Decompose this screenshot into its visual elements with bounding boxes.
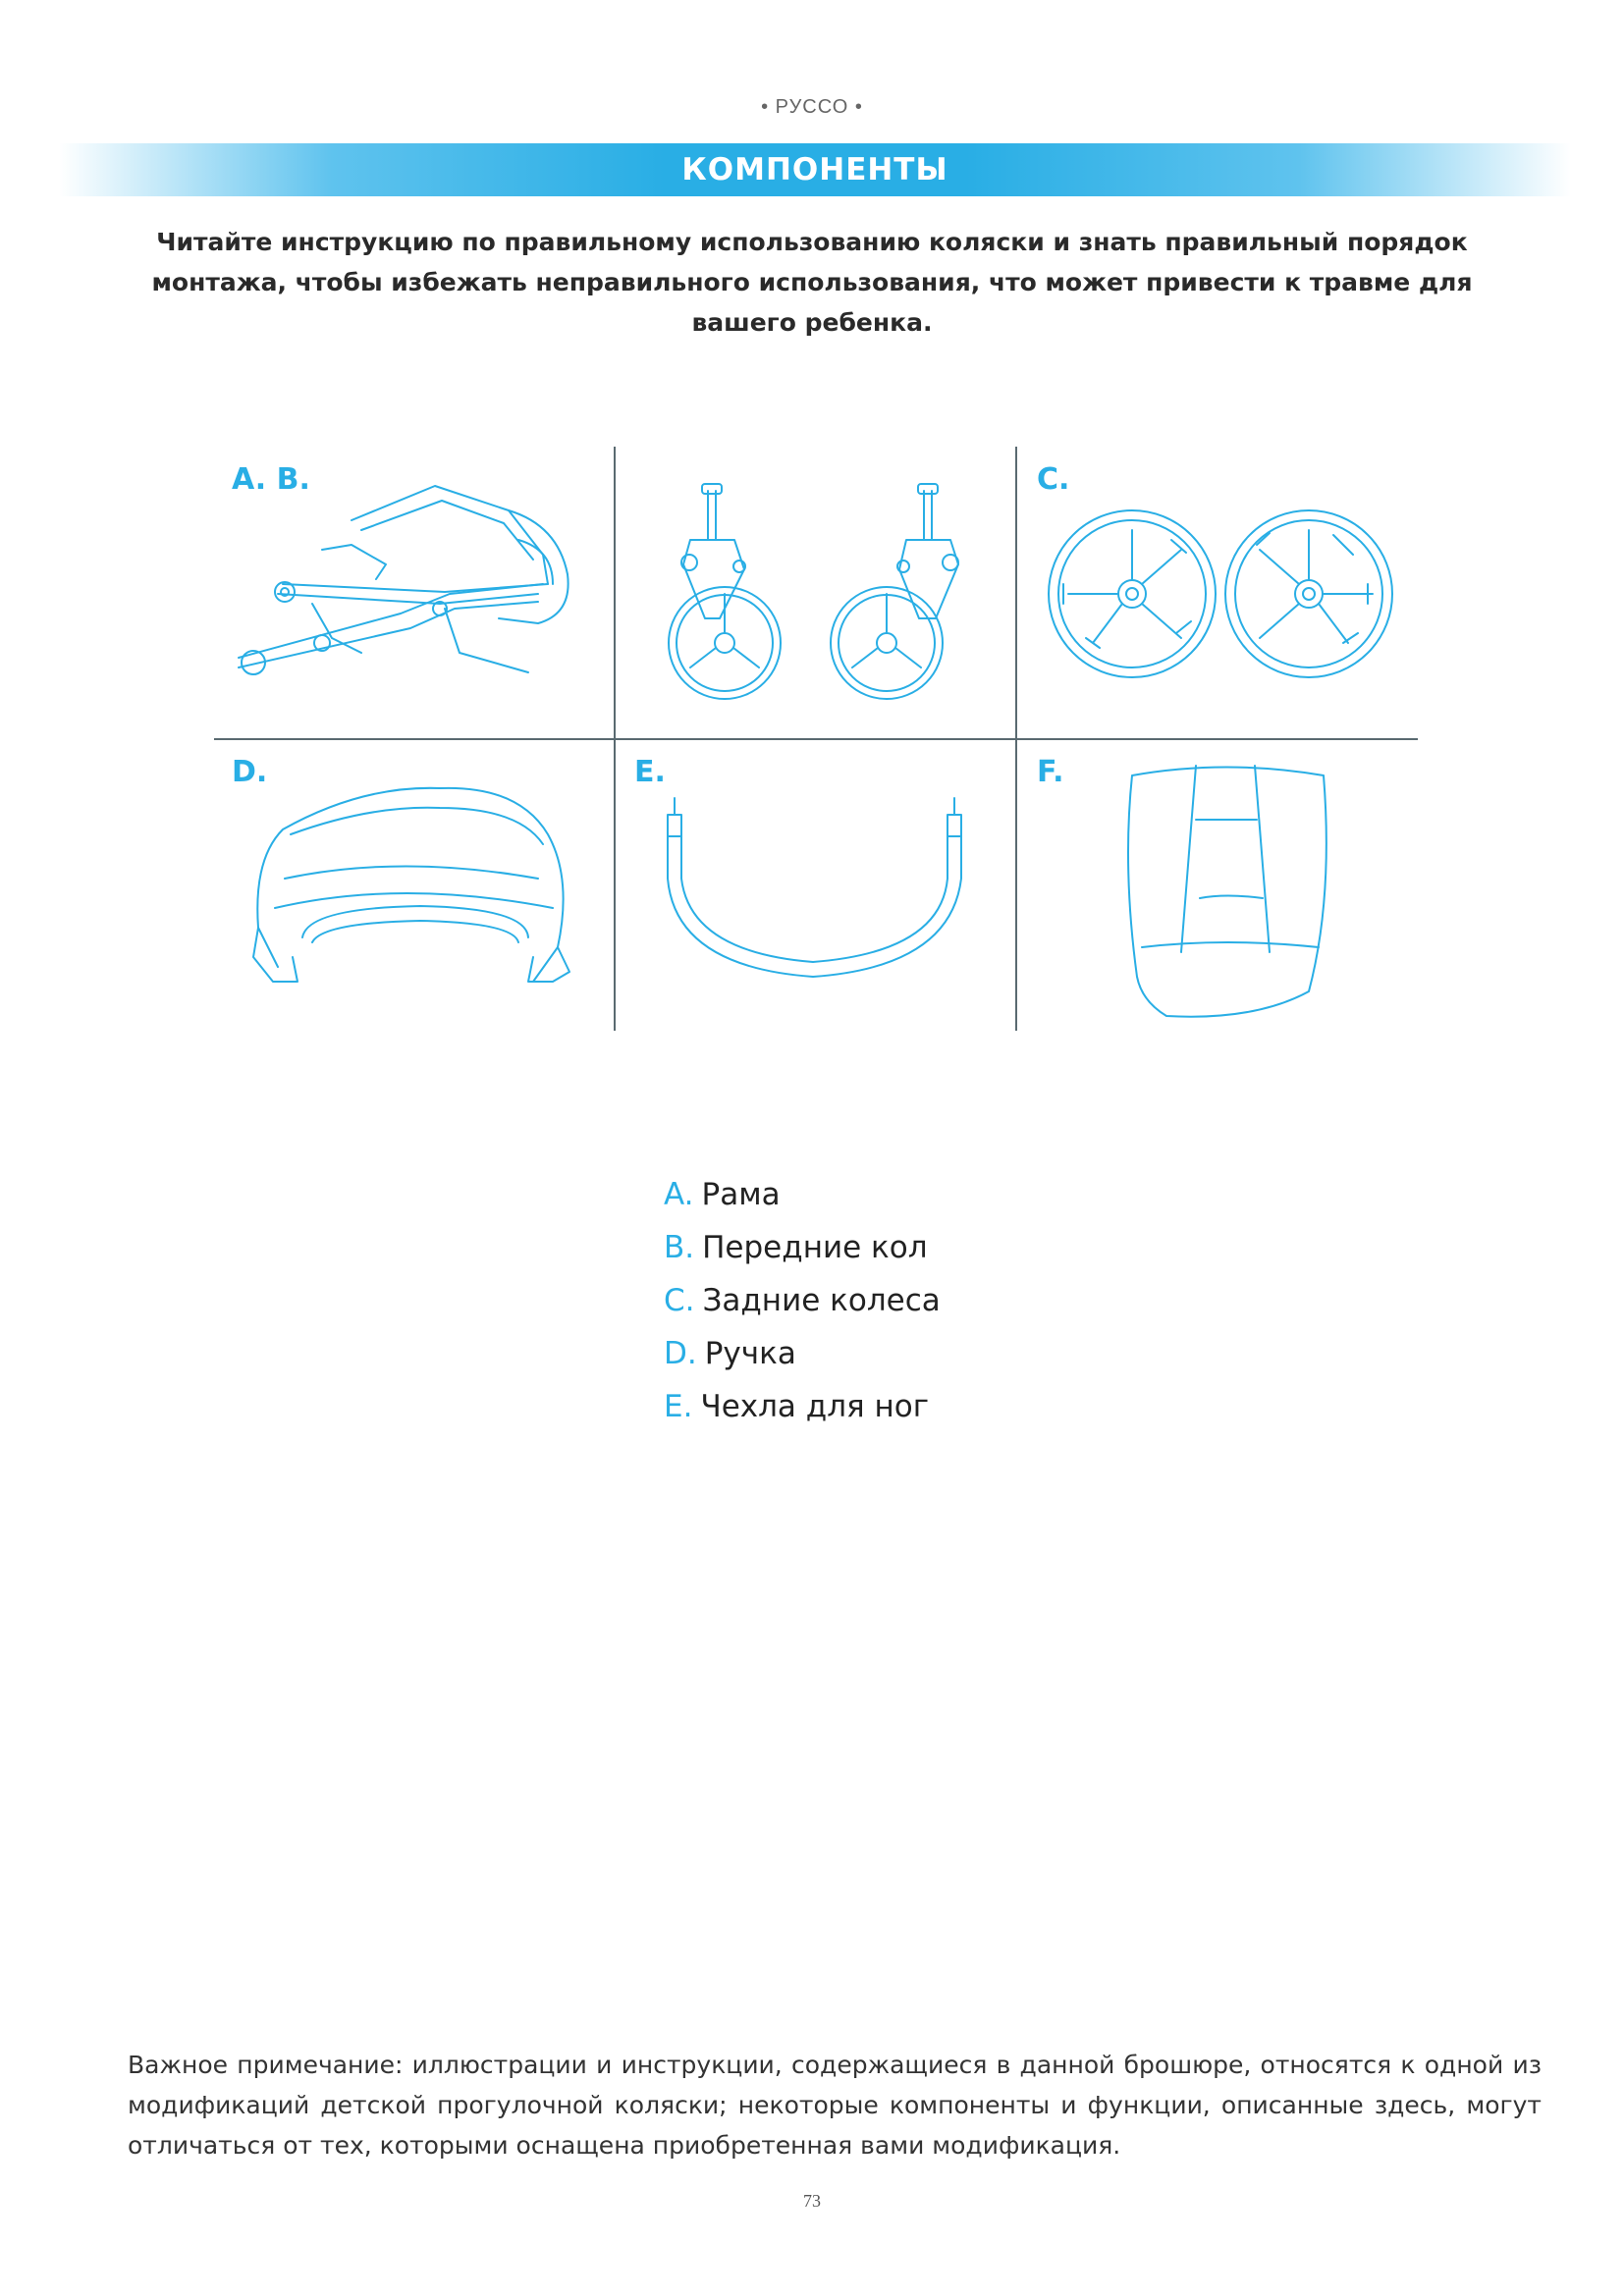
components-figure	[214, 447, 1418, 1031]
legend-letter: C.	[664, 1283, 695, 1318]
legend-text: Задние колеса	[702, 1283, 941, 1318]
footmuff-icon	[1128, 766, 1326, 1017]
front-wheels-icon	[669, 484, 958, 699]
components-legend	[664, 1168, 941, 1433]
legend-letter: A.	[664, 1177, 694, 1212]
legend-letter: E.	[664, 1389, 693, 1424]
section-banner	[59, 143, 1571, 196]
cell-label-e: E.	[634, 755, 666, 789]
legend-item	[664, 1380, 941, 1433]
legend-item	[664, 1327, 941, 1380]
cell-label-c: C.	[1037, 462, 1070, 497]
components-illustration	[214, 447, 1418, 1031]
section-title: КОМПОНЕНТЫ	[681, 152, 948, 187]
intro-text: Читайте инструкцию по правильному использованию коляски и знать правильный порядок монтажа, чтобы избежать неправильного использования, что может привести к травме для вашего ребенка.	[151, 228, 1473, 337]
legend-item	[664, 1168, 941, 1221]
cell-label-ab: A. B.	[232, 462, 310, 497]
legend-text: Чехла для ног	[700, 1389, 930, 1424]
legend-item	[664, 1274, 941, 1327]
language-label: • РУССО •	[761, 96, 863, 118]
cell-label-f: F.	[1037, 755, 1064, 789]
legend-letter: D.	[664, 1336, 697, 1371]
legend-text: Ручка	[704, 1336, 796, 1371]
canopy-icon	[253, 788, 569, 982]
page-number: 73	[803, 2191, 821, 2211]
important-note: Важное примечание: иллюстрации и инструкции, содержащиеся в данной брошюре, относятся к одной из модификаций детской прогулочной коляски; некоторые компоненты и функции, описанные здесь, могут отличаться от тех, которыми оснащена приобретенная вами модификация.	[128, 2051, 1542, 2160]
legend-text: Рама	[701, 1177, 781, 1212]
cell-label-d: D.	[232, 755, 268, 789]
folded-frame-icon	[239, 486, 568, 674]
legend-letter: B.	[664, 1230, 695, 1265]
bumper-bar-icon	[668, 798, 961, 977]
rear-wheels-icon	[1049, 510, 1392, 677]
legend-item	[664, 1221, 941, 1274]
legend-text: Передние кол	[702, 1230, 928, 1265]
